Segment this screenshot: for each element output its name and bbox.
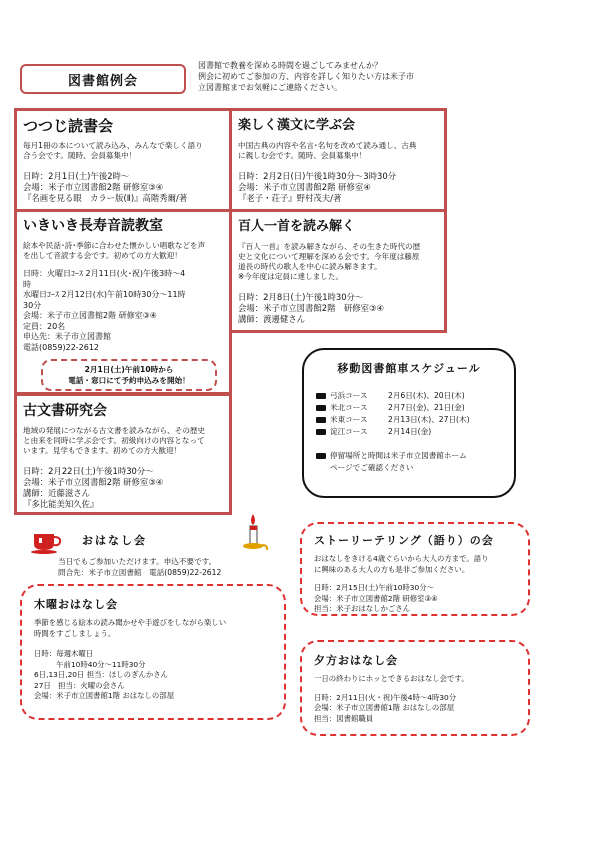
kobunsho-section [14, 393, 232, 515]
page-title: 図書館例会 [67, 73, 138, 89]
hyakunin-section [229, 209, 447, 333]
intro-line: 例会に初めてご参加の方、内容を詳しく知りたい方は米子市 [198, 72, 414, 81]
bus-icon [316, 405, 326, 411]
route-row: 淀江コース 2月14日(金) [316, 426, 502, 438]
section-text: 季節を感じる絵本の読み聞かせや手遊びをしながら楽しい 時間をすごしましょう。 日時：毎週木曜日 午前10時40分～11時30分 6日,13日,20日 担当：ほしのぎんかさん 27日 担当：火曜の会さん 会場：米子市立図書館1階 おはなしの部屋 [34, 618, 227, 700]
section-title: 木曜おはなし会 [34, 598, 118, 611]
section-description: 『百人一首』を読み解きながら、その生きた時代の歴 史と文化について理解を深める会です。今年度は藤原 道長の時代の歌人を中心に読み解きます。 ※今年度は定員に達しました。 [238, 242, 421, 281]
intro-line: 図書館で教養を深める時間を過ごしてみませんか？ [198, 61, 382, 70]
teacup-icon [30, 528, 64, 554]
yugata-section [300, 640, 530, 736]
section-title: つつじ読書会 [23, 117, 114, 135]
kanbun-section [229, 108, 447, 212]
section-title: 夕方おはなし会 [314, 654, 398, 667]
page-title-box [20, 64, 186, 94]
reservation-notice: 2月1日(土)午前10時から 電話・窓口にて予約申込みを開始！ [41, 359, 217, 391]
section-description: 毎月1冊の本について読み込み、みんなで楽しく語り 合う会です。随時、会員募集中！ [23, 141, 203, 160]
section-title: いきいき長寿音読教室 [23, 218, 163, 234]
tsutsuji-section [14, 108, 232, 212]
route-row: 米東コース 2月13日(木)、27日(木) [316, 414, 502, 426]
storytelling-section [300, 522, 530, 616]
section-title: 楽しく漢文に学ぶ会 [238, 118, 356, 133]
section-info: 日時：2月2日(日)午後1時30分～3時30分 会場：米子市立図書館2階 研修室④ 『老子・荘子』野村茂夫/著 [238, 171, 397, 203]
section-description: 中国古典の内容や名言･名句を改めて読み通し、古典 に親しむ会です。随時、会員募集中！ [238, 141, 417, 160]
route-row: 米北コース 2月7日(金)、21日(金) [316, 402, 502, 414]
section-info: 日時：2月8日(土)午後1時30分～ 会場：米子市立図書館2階 研修室③④ 講師：渡邊健さん [238, 292, 384, 324]
section-info: 日時：火曜日ｺｰｽ 2月11日(火･祝)午後3時～4 時 水曜日ｺｰｽ 2月12日(水)午前10時30分～11時 30分 会場：米子市立図書館2階 研修室③④ 定員：20名 申込先：米子市立図書館 電話(0859)22-2612 [23, 269, 186, 352]
section-text: おはなしをきける4歳ぐらいから大人の方まで。語り に興味のある大人の方も是非ご参加ください。 日時：2月15日(土)午前10時30分～ 会場：米子市立図書館2階 研修室③④ 担当：米子おはなしかごさん [314, 554, 489, 613]
mokuyou-section [20, 584, 286, 720]
section-title: 古文書研究会 [23, 403, 107, 419]
section-title: 百人一首を読み解く [238, 219, 356, 234]
ohanashi-title: おはなし会 [82, 534, 147, 547]
intro-text [198, 60, 428, 93]
section-description: 絵本や民話･詩･季節に合わせた懐かしい唱歌などを声 を出して音読する会です。初めての方大歓迎！ [23, 241, 206, 260]
ikiiki-section [14, 209, 232, 395]
candle-icon [240, 512, 270, 556]
mobile-library-title: 移動図書館車スケジュール [337, 362, 481, 375]
section-info: 日時：2月1日(土)午後2時～ 会場：米子市立図書館2階 研修室③④ 『名画を見る眼 カラー版(Ⅱ)』高階秀爾/著 [23, 171, 188, 203]
section-title: ストーリーテリング（語り）の会 [314, 534, 494, 547]
bus-icon [316, 429, 326, 435]
bus-icon [316, 417, 326, 423]
section-text: 一日の終わりにホッとできるおはなし会です。 日時：2月11日(火・祝)午後4時～4時30分 会場：米子市立図書館1階 おはなしの部屋 担当：図書館職員 [314, 674, 469, 723]
section-description: 地域の発展につながる古文書を読みながら、その歴史 と由来を同時に学ぶ会です。初級向けの内容となって います。見学もできます。初めての方大歓迎！ [23, 426, 206, 455]
bus-icon [316, 393, 326, 399]
intro-line: 立図書館までお気軽にご連絡ください。 [198, 83, 342, 92]
route-row: 弓浜コース 2月6日(木)、20日(木) [316, 390, 502, 402]
bus-icon [316, 453, 326, 459]
mobile-note: 停留場所と時間は米子市立図書館ホーム ページでご確認ください [316, 450, 502, 474]
ohanashi-subtext: 当日でもご参加いただけます。申込不要です。 問合先：米子市立図書館 電話(0859)22-2612 [58, 557, 222, 577]
section-info: 日時：2月22日(土)午後1時30分～ 会場：米子市立図書館2階 研修室③④ 講師：近藤滋さん 『多比能美知久佐』 [23, 466, 164, 509]
mobile-library-box [302, 348, 516, 498]
